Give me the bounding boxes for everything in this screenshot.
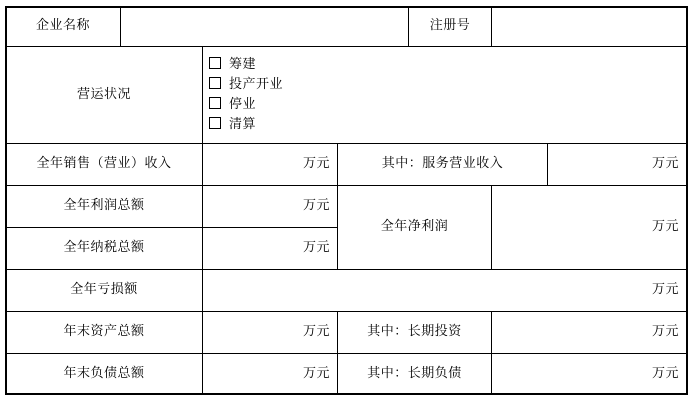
checkbox-icon (209, 97, 221, 109)
total-profit-unit: 万元 (302, 198, 330, 213)
row-divider (6, 185, 687, 186)
annual-loss-label: 全年亏损额 (70, 282, 138, 297)
total-tax-unit: 万元 (302, 240, 330, 255)
status-option-label: 停业 (229, 97, 257, 112)
status-option-preparing[interactable] (209, 57, 256, 73)
col-divider (120, 6, 121, 47)
long-term-liabilities-unit: 万元 (651, 366, 679, 381)
total-assets-label: 年末资产总额 (63, 324, 145, 339)
row-divider (6, 311, 687, 312)
net-profit-label: 全年净利润 (380, 219, 449, 234)
row-divider (6, 227, 338, 228)
row-divider (6, 143, 687, 144)
annual-loss-unit: 万元 (651, 282, 679, 297)
status-option-suspended[interactable] (209, 97, 256, 113)
checkbox-icon (209, 57, 221, 69)
long-term-liabilities-label: 其中：长期负债 (367, 366, 462, 381)
total-liabilities-unit: 万元 (302, 366, 330, 381)
total-tax-label: 全年纳税总额 (63, 240, 145, 255)
company-name-field[interactable] (122, 18, 406, 38)
long-term-investment-label: 其中：长期投资 (367, 324, 462, 339)
border-bottom (6, 393, 688, 395)
status-option-label: 筹建 (229, 57, 257, 72)
status-option-label: 投产开业 (229, 77, 284, 92)
annual-sales-unit: 万元 (302, 156, 330, 171)
status-option-liquidation[interactable] (209, 117, 256, 133)
row-divider (6, 269, 687, 270)
status-option-label: 清算 (229, 117, 257, 132)
border-right (686, 6, 688, 395)
border-top (6, 6, 688, 8)
total-assets-unit: 万元 (302, 324, 330, 339)
checkbox-icon (209, 77, 221, 89)
col-divider (491, 311, 492, 395)
row-divider (6, 46, 687, 47)
company-name-label: 企业名称 (35, 18, 90, 33)
total-liabilities-label: 年末负债总额 (63, 366, 145, 381)
col-divider (547, 143, 548, 186)
status-option-operating[interactable] (209, 77, 283, 93)
long-term-investment-unit: 万元 (651, 324, 679, 339)
total-profit-label: 全年利润总额 (63, 198, 145, 213)
net-profit-unit: 万元 (651, 219, 679, 234)
row-divider (6, 353, 687, 354)
col-divider (491, 185, 492, 270)
checkbox-icon (209, 117, 221, 129)
col-divider (202, 46, 203, 395)
operation-status-label: 营运状况 (76, 87, 131, 102)
service-revenue-label: 其中：服务营业收入 (381, 156, 504, 171)
registration-no-field[interactable] (493, 18, 683, 38)
col-divider (491, 6, 492, 47)
annual-sales-label: 全年销售（营业）收入 (36, 156, 172, 171)
registration-no-label: 注册号 (429, 18, 471, 33)
service-revenue-unit: 万元 (651, 156, 679, 171)
